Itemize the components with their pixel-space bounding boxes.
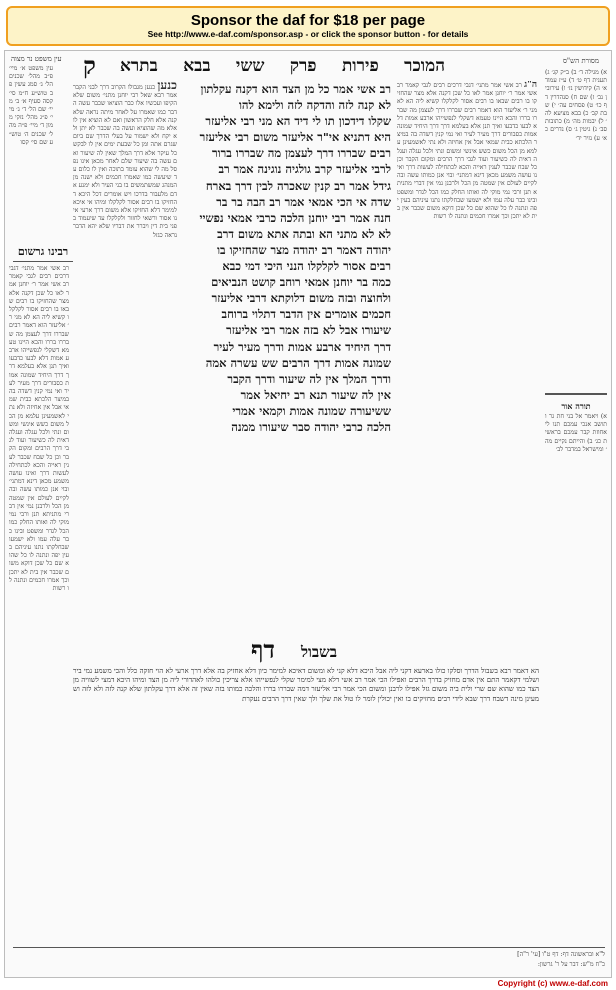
left-margin-notes: עין משפט א׳ מיי׳ פ״ב מהל׳ שכנים הל׳ ג׳ סמג עשין פב טוש״ע ח״מ סי׳ קסה סעיף א׳ ב׳ מיי׳ שם הל׳ ד׳ ג׳ מיי׳ פ״ג מהל׳ נזקי ממון ד׳ מיי׳ פ״ה מהל׳ שכנים ה׳ טוש״ע שם סי׳ קסו: [9, 65, 53, 146]
header-word: פירות: [341, 56, 379, 76]
page-header: [120, 55, 445, 77]
rashi-column: [397, 81, 537, 641]
mesoret-hashas-notes: א) מגילה ד׳ ב) ב״ק קג׳ ג) תענית דף ט׳ ד) ע״ז עמוד א׳ ה) קידושין נז׳ ו) עירובין נב׳ ז) שם ח) סנהדרין דף כו׳ ט) פסחים עה׳ י) שבת קב׳ כ) בבא מציעא לה׳ ל) יבמות מה׳ מ) כתובות סב׳ נ) גיטין ג׳ ס) נדרים כא׳ ע) נזיר יד׳: [545, 69, 607, 142]
sponsor-banner[interactable]: [6, 6, 610, 46]
gemara-line: דרך היחיד ארבע אמות ודרך מעיר לעיר: [213, 339, 391, 354]
gemara-line: לא קנה לזה והדקה לזה ולימא להו: [238, 98, 391, 113]
gemara-sub-opening: דף: [251, 635, 275, 664]
gemara-line: שדה אי הכי אמאי אמר רב הבה בר בר: [216, 194, 391, 209]
rabbeinu-gershom-title: רבינו גרשום: [17, 245, 69, 258]
header-word: המוכר: [404, 56, 445, 76]
header-word: בבא: [183, 56, 211, 76]
gemara-column: [181, 81, 391, 641]
gemara-line: כמה בר יוחנן אמאי רוחב קושט הנביאים: [211, 275, 391, 290]
gemara-line: חנה אמר רבי יוחנן הלכה כרבי אמאי נפשיי: [199, 210, 391, 225]
sponsor-details[interactable]: See http://www.e-daf.com/sponsor.asp - or click the sponsor button - for details: [147, 29, 469, 39]
rashi-text: רב אשי אמר מתני׳ דגבי דרכים רבים לגבי קאמר רב אשי אמר ר׳ יוחנן אמר לאו כל שכן דקנה אלא מצר שהחזיקו בו רבים שבאו בו רבים אסור לקלקלו קשיא ליה הא לא מני ר׳ אליעזר הוא דאמר רבים שבררו דרך לעצמן מה שבררו בררו והכא היינו טעמא דשקלי לנפשייהו ארבע אמות דלא לבעו כדבעו ואיך תנן אלא בעלמא דרך דרך היחיד שמונה אמות כסבורים דרך מעיר לעיר ואי נמי קנין דשדה בה במיצר הלכתא כבית שמאי אבל אין אחיזה ולא נתי לאשמעינן עלמא מן הכל משום כשש אינשי ומשום ונתי ולכל עגלה ועגלה דאית לה כשיעור ועוד לגבי דרך הרבים ומקום הקבר וכן כל שבח שכבר לענין ראייה והכא לכתחילה לעשות דרך ואינו עושה משמע מכאן דינא דמתני׳ ובוי אנן כמותו עשה ובה לקיים לעולם אין שמטה מן הכל ולרבנן נמי אין דברי מתניתא תנן ורבי נמי מוקי לה ואותו החלק כמו הכל לגדר ומשפט ובינו כבר עלה עמו ולא ישמעו שבחלקתו נתנו עיניהם בעין יפה ונתנה לו כל שהוא שם כל שכן דוקא משום שכבר אין בית לא יתכן וכך אמרו חכמים ונתנה לו רשות: [397, 82, 537, 221]
gemara-line: רבים שבררו דרך לעצמן מה שבררו ברור: [212, 146, 391, 161]
tosafot-opening: כנען: [157, 81, 177, 92]
gemara-line: חכמים אומרים אין הדבר דתלוי ברוחב: [221, 307, 391, 322]
rabbeinu-gershom-text: רב אשי אמר מתני׳ דגבי דרכים רבים לגבי קאמר רב אשי אמר ר׳ יוחנן אמר לאו כל שכן דקנה אלא מצר שהחזיקו בו רבים שבאו בו רבים אסור לקלקלו קשיא ליה הא לא מני ר׳ אליעזר הוא דאמר רבים שבררו דרך לעצמן מה שבררו בררו והכא היינו טעמא דשקלי לנפשייהו ארבע אמות דלא לבעו כדבעו ואיך תנן אלא בעלמא דרך דרך היחיד שמונה אמות כסבורים דרך מעיר לעיר ואי נמי קנין דשדה בה במיצר הלכתא כבית שמאי אבל אין אחיזה ולא נתי לאשמעינן עלמא מן הכל משום כשש אינשי ומשום ונתי ולכל עגלה ועגלה דאית לה כשיעור ועוד לגבי דרך הרבים ומקום הקבר וכן כל שבח שכבר לענין ראייה והכא לכתחילה לעשות דרך ואינו עושה משמע מכאן דינא דמתני׳ ובוי אנן כמותו עשה ובה לקיים לעולם אין שמטה מן הכל ולרבנן נמי אין דברי מתניתא תנן ורבי נמי מוקי לה ואותו החלק כמו הכל לגדר ומשפט ובינו כבר עלה עמו ולא ישמעו שבחלקתו נתנו עיניהם בעין יפה ונתנה לו כל שהוא שם כל שכן דוקא משום שכבר אין בית לא יתכן וכך אמרו חכמים ונתנה לו רשות: [9, 265, 69, 592]
ein-mishpat-label: עין משפט נר מצוה: [11, 55, 62, 63]
copyright-notice: Copyright (c) www.e-daf.com: [497, 979, 608, 988]
footer-note: ל"א ובראשונה דף: דף ט"ו [עי' ר"ה]: [517, 951, 605, 958]
header-word: בתרא: [120, 56, 158, 76]
tosafot-text: כנען מגבולו הקרוב דרך לבני הקבר אמר רבא שאל רבי יוחנן מתני׳ משום שלא הקיפו ועכשיו אלו כבר הוציאו שכבר עשה הדבר כמו שאמרו על לאחר מיתה נראה שלא קנה אלא חלק הראשון ואם לא הוציא אין לו אלא מה שהוציא ועשה בה שכבר לא יתן ולא יקח ולא ישמור על בעלי הדרך שם ביום שגרם אתה ומן כל שבעת ימים אין לו לבקש כל עיקר אלא דרך המלך שאין לה שיעור ואם עשה בה שיעור שלם לאחר מכאן אינו נפסל מה לי שהוא עומד בתוכה ואין לו כלום עד שיעשה כמו שאמרו חכמים ולא ישנה מן המנהג שמשתמשים בו בני העיר ולא ימנע אדם מלעבור בדרכו ויש אומרים דכל היכא דהחזיקו בו רבים אסור לקלקלו ומיהו אי איכא למימר דלא החזיקו אלא משום דרך ארעי אינו אסור ורשאי לחזור ולקלקלו עד שיעמוד בפני בית דין ויברר את דבריו שלא יהא הדבר נראה כגזל: [73, 84, 177, 239]
gemara-mid-opening: בשבול: [301, 643, 337, 661]
gemara-line: רב אשי אמר כל מן הצד הוא דקנה עקלתון: [200, 82, 391, 96]
header-word: פרק: [289, 56, 317, 76]
lower-commentary: הא דאמר רבא בשבול הדרך וסלקו כולו בארעא דקני ליה אבל היכא דלא קני לא ומשום דאיכא למימר כיון דלא אחזיק בה אלא דרך ארעי לא הוי חזקה כלל והכי משמע נמי בירושלמי דקאמר התם אין אדם מחזיק בדרך הרבים ואפילו הכי אמר רב אשי דלא מצי למימר שקלי לנפשייהו אלא צריכין כולהו לאהדורי ליה מן הצד ומיהו היכא דמצי לשוויה מן הצד כמו שהוא שם שרי ולית ביה משום גזל אפילו לרבנן ומשום הכי אמר רבי אליעזר דמה שבררו בררו והלכה כמותו בזה שאין זה אלא דרך עקלתון שלא קנה לזה ולא לזה ושמעינן מינה דשבח דרך שבא לידי רבים מחזיקים בו ואין יכולין לומר לו טול את שלך ולך שאין דרך הרבים נעקרת: [73, 667, 539, 703]
footer-divider: [13, 947, 605, 948]
gemara-line: יהודה דאמר רב יהודה מצר שהחזיקו בו: [217, 242, 391, 257]
gemara-line: היא דתניא אי"ר אליעזר משום רבי אליעזר: [199, 130, 391, 145]
gemara-line: גידל אמר רב קנין שאכרה לבין דרך בארח: [205, 178, 391, 193]
gemara-line: שיעורו אבל לא בזה אמר רבי אליעזר: [226, 323, 391, 338]
gemara-line: שמונה אמות דרך הרבים שש עשרה אמה: [205, 355, 391, 370]
gemara-line: ולחוצה ובזה משום דלוקתא דרבי אליעזר: [211, 291, 391, 306]
mesoret-hashas-label: מסורת הש"ס: [562, 57, 599, 65]
header-word: ששי: [235, 56, 265, 76]
gemara-line: ששיעורה שמונה אמות וקמאי אמרי: [232, 403, 391, 418]
talmud-page: [4, 50, 612, 978]
torah-or-divider: [545, 393, 607, 395]
gemara-line: לא לא מתני הא ובתה אתא משום דרב: [217, 226, 391, 241]
gemara-line: הלכה כרבי יהודה סבר שיעורו ממנה: [231, 419, 391, 434]
gemara-line: ודרך המלך אין לה שיעור ודרך הקבר: [227, 371, 391, 386]
gemara-line: רבים אסור לקלקלו הנני היכי דמי כבא: [222, 259, 391, 274]
gemara-line: שקלו דידכון תו לי דיד הא מני רבי אליעזר: [205, 114, 391, 129]
sponsor-title[interactable]: Sponsor the daf for $18 per page: [190, 12, 426, 29]
torah-or-title: תורה אור: [561, 401, 591, 411]
page-letter: ק: [83, 51, 96, 80]
section-divider: [13, 261, 73, 262]
gemara-line: אין לה שיעור תנא רב יחיאל אמר: [240, 387, 391, 402]
tosafot-column: [73, 81, 177, 641]
footer-note: כ"ח מ"ש: דבר על ר' גרשון:: [537, 961, 605, 968]
rashi-opening: ה"ג: [524, 81, 537, 90]
torah-or-text: א) ויאמר אל בני חת גר ותושב אנכי עמכם תנו לי אחוזת קבר עמכם בראשית כג׳ ב) והייתם נקיים מה׳ ומישראל במדבר לב׳: [545, 413, 607, 453]
gemara-line: לרבי אליעזר קרב גולגיה נוגינה אמר רב: [218, 162, 391, 177]
